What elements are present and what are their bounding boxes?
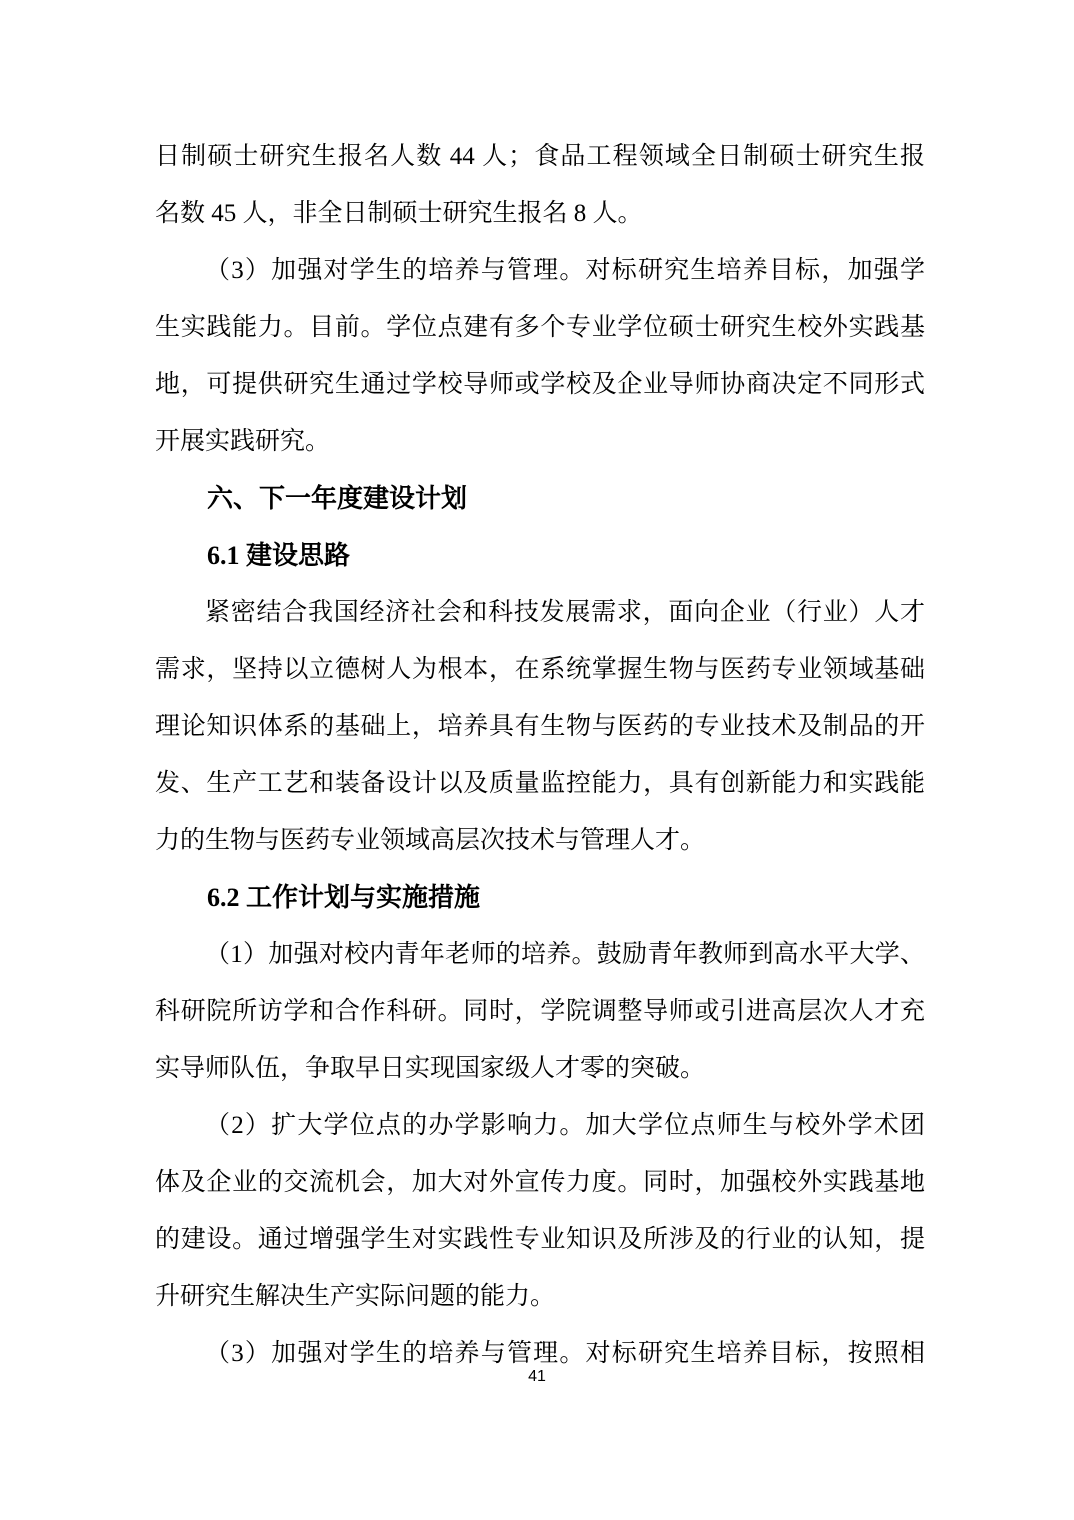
section-heading — [155, 869, 925, 926]
text-line: 需求，坚持以立德树人为根本，在系统掌握生物与医药专业领域基础 — [155, 656, 925, 683]
text-line: 六、下一年度建设计划 — [207, 484, 468, 513]
text-line: 紧密结合我国经济社会和科技发展需求，面向企业（行业）人才 — [205, 599, 925, 626]
paragraph — [155, 584, 925, 869]
text-line: 开展实践研究。 — [155, 428, 331, 455]
text-line: 理论知识体系的基础上，培养具有生物与医药的专业技术及制品的开 — [155, 713, 925, 740]
text-line: 生实践能力。目前。学位点建有多个专业学位硕士研究生校外实践基 — [155, 314, 925, 341]
text-line: （1）加强对校内青年老师的培养。鼓励青年教师到高水平大学、 — [205, 941, 925, 968]
text-line: 地，可提供研究生通过学校导师或学校及企业导师协商决定不同形式 — [155, 371, 925, 398]
section-heading — [155, 470, 925, 527]
paragraph — [155, 1097, 925, 1325]
text-line: （3）加强对学生的培养与管理。对标研究生培养目标，加强学 — [205, 257, 925, 284]
document-content — [155, 128, 925, 1382]
text-line: 实导师队伍，争取早日实现国家级人才零的突破。 — [155, 1055, 706, 1082]
text-line: 的建设。通过增强学生对实践性专业知识及所涉及的行业的认知，提 — [155, 1226, 925, 1253]
text-line: 名数 45 人，非全日制硕士研究生报名 8 人。 — [155, 200, 643, 227]
section-heading — [155, 527, 925, 584]
paragraph — [155, 926, 925, 1097]
text-line: 力的生物与医药专业领域高层次技术与管理人才。 — [155, 827, 706, 854]
text-line: 6.1 建设思路 — [207, 541, 351, 570]
text-line: （3）加强对学生的培养与管理。对标研究生培养目标，按照相 — [205, 1340, 925, 1367]
text-line: 日制硕士研究生报名人数 44 人；食品工程领域全日制硕士研究生报 — [155, 143, 925, 170]
text-line: 6.2 工作计划与实施措施 — [207, 883, 481, 912]
text-line: 科研院所访学和合作科研。同时，学院调整导师或引进高层次人才充 — [155, 998, 925, 1025]
text-line: 升研究生解决生产实际问题的能力。 — [155, 1283, 556, 1310]
paragraph — [155, 128, 925, 242]
text-line: 体及企业的交流机会，加大对外宣传力度。同时，加强校外实践基地 — [155, 1169, 925, 1196]
text-line: 发、生产工艺和装备设计以及质量监控能力，具有创新能力和实践能 — [155, 770, 925, 797]
text-line: （2）扩大学位点的办学影响力。加大学位点师生与校外学术团 — [205, 1112, 925, 1139]
page-number: 41 — [528, 1368, 546, 1385]
paragraph — [155, 242, 925, 470]
